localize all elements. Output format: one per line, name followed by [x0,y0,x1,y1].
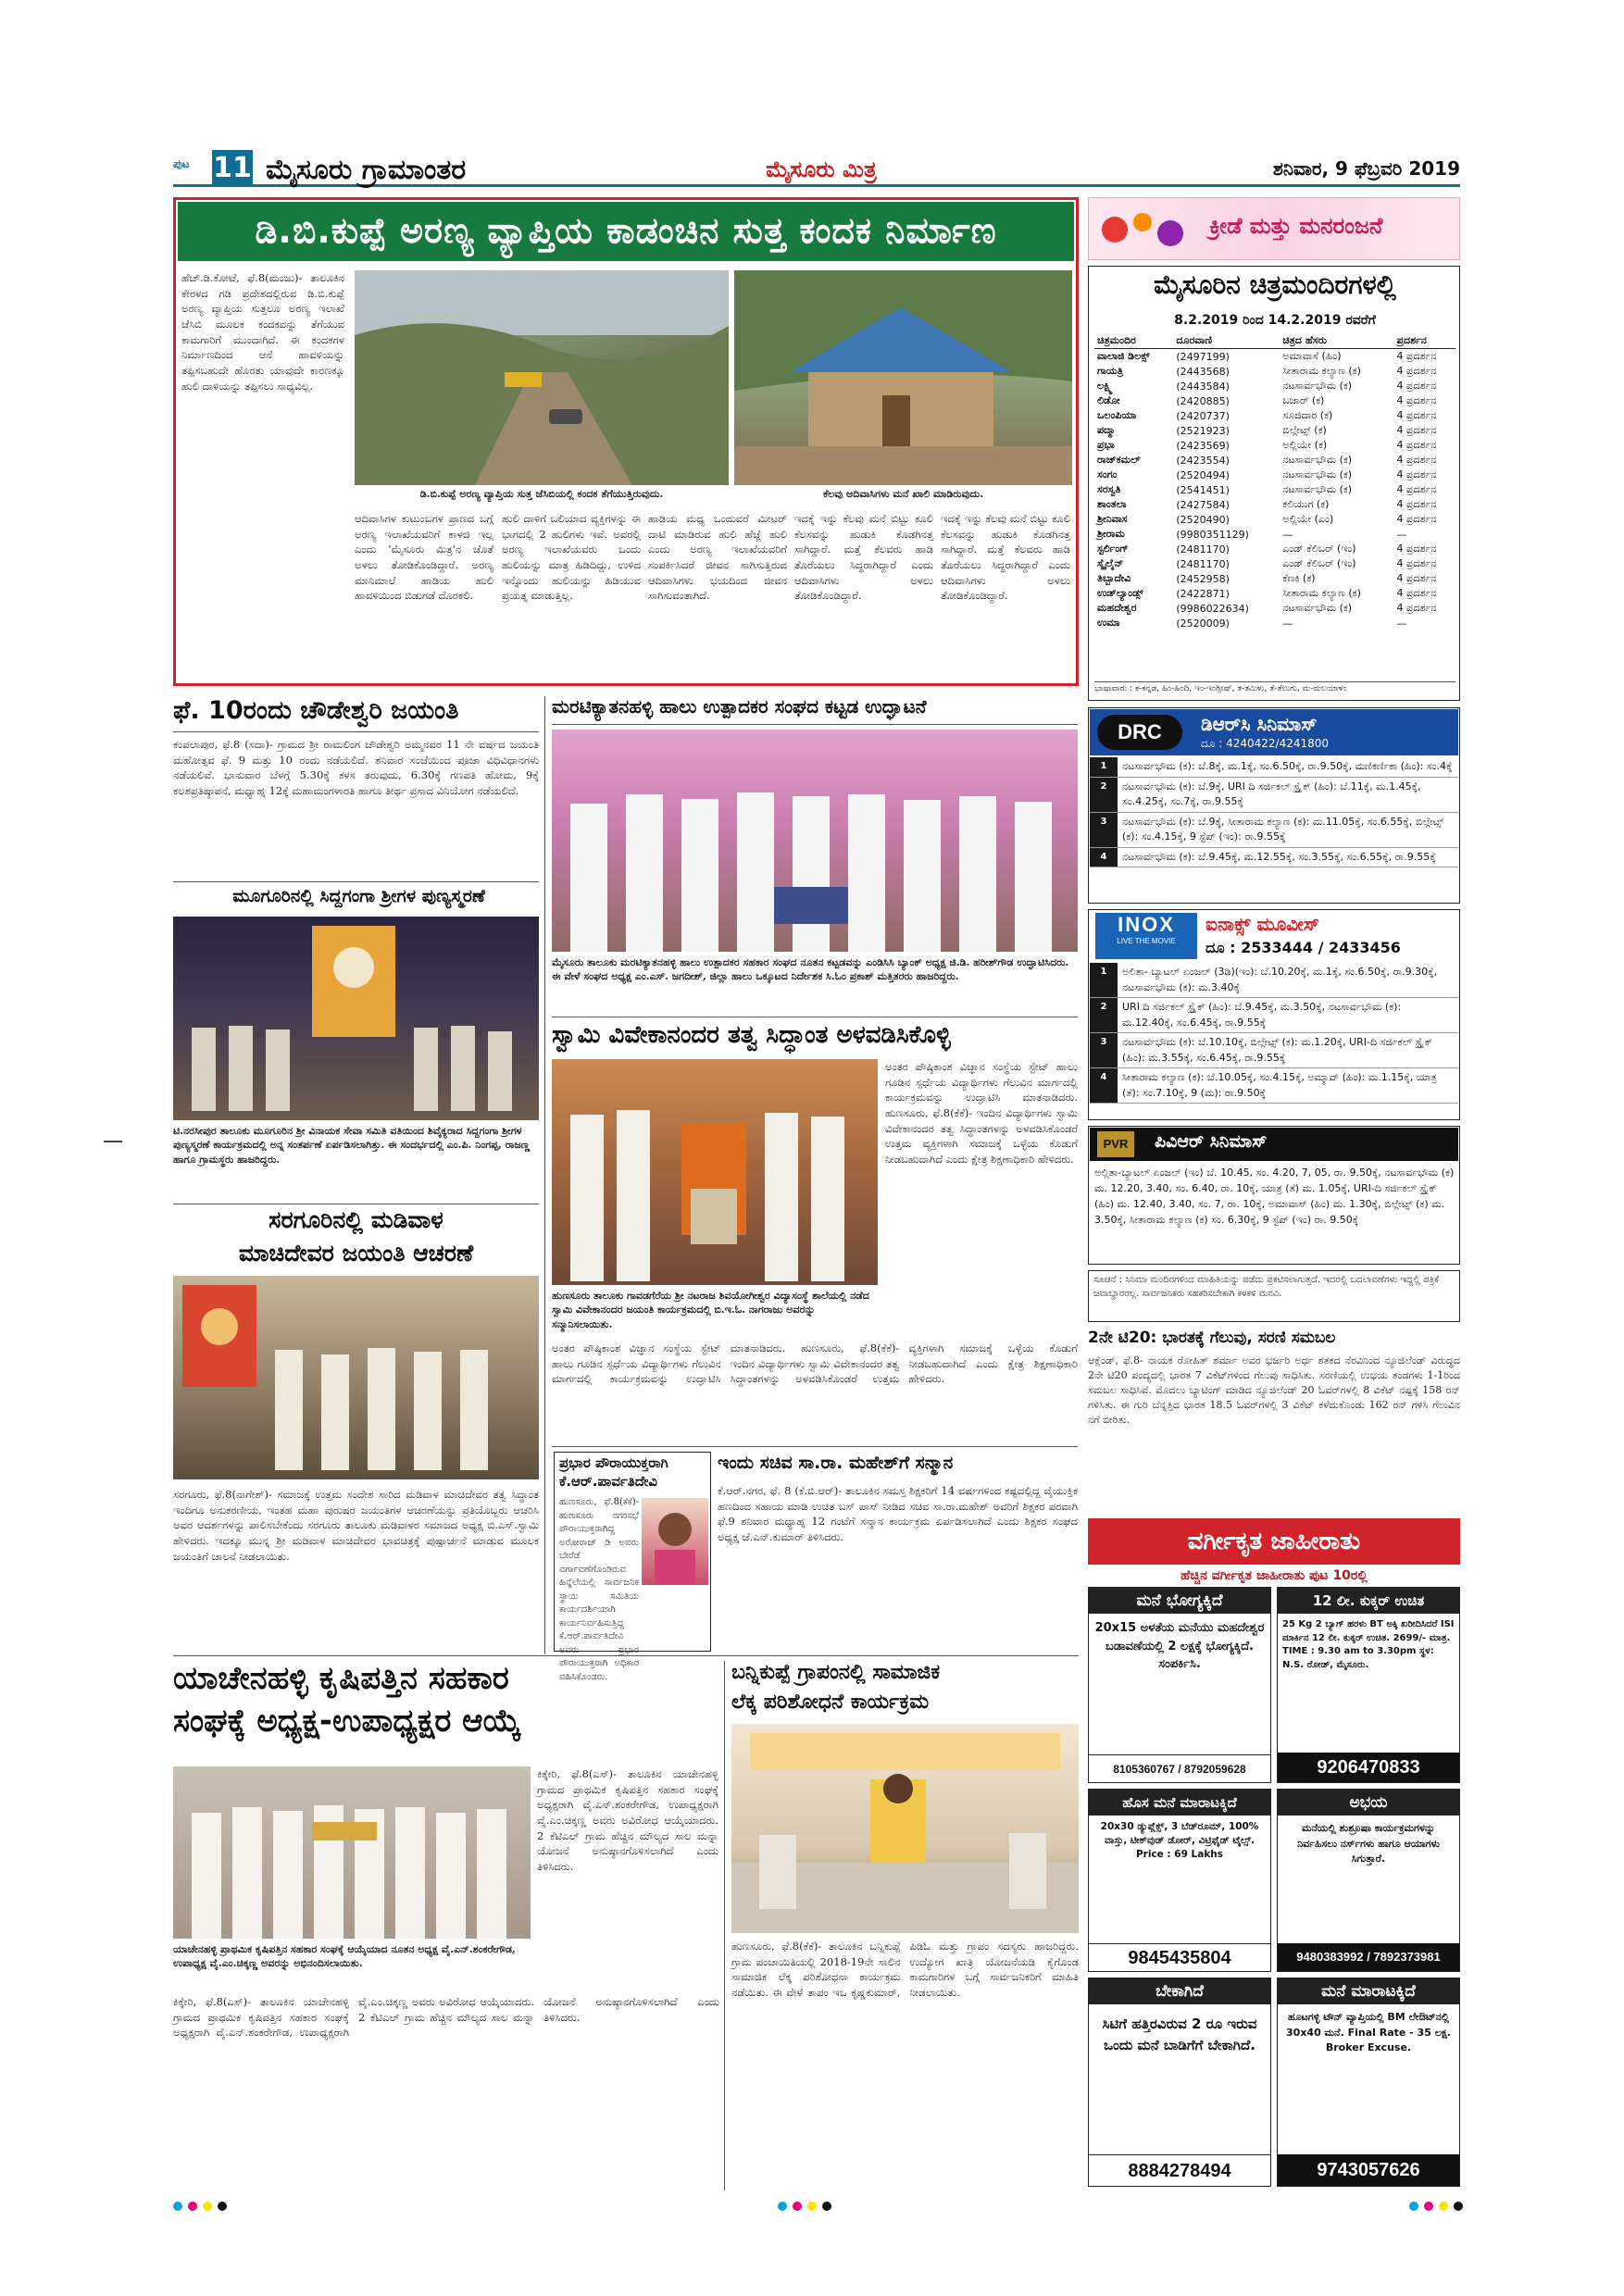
cinema-film: ಎಂಡ್ ಕೆಲಿಬರ್ (ಇಂ) [1282,543,1356,555]
cinema-phone: (2481170) [1176,543,1230,555]
cinema-header-shows: ಪ್ರದರ್ಶನ [1396,334,1427,346]
screen-row [1090,1068,1458,1104]
cinema-phone: (2541451) [1176,483,1230,496]
divider [724,1661,725,2190]
madivala-body: ಸರಗೂರು, ಫೆ.8(ನಾಗೇಶ್)- ಸಮಾಜಕ್ಕೆ ಉತ್ತಮ ಸಂದೇಶ ಸಾರಿದ ಮಡಿವಾಳ ಮಾಚಿದೇವರ ತತ್ವ ಸಿದ್ಧಾಂತ ಇಂದಿಗೂ ಅನುಕರಣೀಯ, ಇಂತಹ ಮಹಾ ಪುರುಷರ ಜಯಂತಿಗಳ ಆಚರಣೆಯನ್ನು ಪ್ರತಿಯೊಬ್ಬರು ಆಚರಿಸಿ ಅವರ ಆದರ್ಶಗಳನ್ನು ಪಾಲಿಸಬೇಕೆಂದು ಸರಗೂರು ತಾಲೂಕು ಮಡಿವಾಳರ ಸಮಾಜದ ಅಧ್ಯಕ್ಷ ಬಿ.ಎಸ್.ಸ್ವಾಮಿ ಹೇಳಿದರು. ಇದಕ್ಕೂ ಮುನ್ನ ಶ್ರೀ ಮಡಿವಾಳ ಮಾಚಿದೇವರ ಭಾವಚಿತ್ರಕ್ಕೆ ಪುಷ್ಪಾರ್ಚನೆ ಮಾಡುವ ಮೂಲಕ ಜಯಂತಿಗೆ ಚಾಲನೆ ನೀಡಲಾಯಿತು. [173,1488,539,1563]
cinema-name: ಪ್ರಭಾ [1097,439,1115,451]
screen-number: 3 [1090,1033,1118,1067]
cinema-dates: 8.2.2019 ರಿಂದ 14.2.2019 ರವರೆಗೆ [1174,313,1376,328]
cinema-phone: (9980351129) [1176,528,1249,541]
screen-number: 4 [1090,1068,1118,1103]
jcb-scene-graphic [355,270,729,485]
cinema-phone: (2443568) [1176,365,1230,378]
page-label: ಪುಟ [173,157,190,170]
cinema-shows: 4 ಪ್ರದರ್ಶನ [1396,439,1437,451]
cinema-shows: 4 ಪ್ರದರ್ಶನ [1396,468,1437,480]
sports-banner [1088,197,1460,260]
drc-logo: DRC [1097,715,1182,750]
cinema-phone: (2443584) [1176,380,1230,393]
cinema-header-film: ಚಿತ್ರದ ಹೆಸರು [1282,334,1328,346]
black-dot [1454,2202,1463,2211]
section-title: ಮೈಸೂರು ಗ್ರಾಮಾಂತರ [266,154,467,186]
inox-logo [1095,913,1197,959]
cinema-shows: 4 ಪ್ರದರ್ಶನ [1396,483,1437,495]
cinema-shows: 4 ಪ್ರದರ್ಶನ [1396,572,1437,584]
vivekananda-caption: ಹುಣಸೂರು ತಾಲೂಕು ಗಾವಡಗೆರೆಯ ಶ್ರೀ ನಟರಾಜ ಶಿವಯೋಗೀಶ್ವರ ವಿದ್ಯಾಸಂಸ್ಥೆ ಶಾಲೆಯಲ್ಲಿ ನಡೆದ ಸ್ವಾಮಿ ವಿವೇಕಾನಂದರ ಜಯಂತಿ ಕಾರ್ಯಕ್ರಮದಲ್ಲಿ ಬಿ.ಇ.ಓ. ನಾಗರಾಜು ಅವರನ್ನು ಸನ್ಮಾನಿಸಲಾಯಿತು. [552,1290,869,1330]
screen-number: 1 [1090,757,1118,777]
inox-phone: ದೂ : 2533444 / 2433456 [1206,939,1401,956]
cyan-dot [778,2202,787,2211]
parvathi-photo [642,1498,708,1585]
ad-cooker-head: 12 ಲೀ. ಕುಕ್ಕರ್ ಉಚಿತ [1278,1588,1459,1614]
parvathi-headline-2: ಕೆ.ಆರ್.ಪಾರ್ವತಿದೇವಿ [559,1473,657,1490]
bannikuppe-body: ಹುಣಸೂರು, ಫೆ.8(ಕೆಕೆ)- ತಾಲೂಕಿನ ಬನ್ನಿಕುಪ್ಪೆ ಗ್ರಾಮ ಪಂಚಾಯಿತಿಯಲ್ಲಿ 2018-19ನೇ ಸಾಲಿನ ಸಾಮಾಜಿಕ ಲೆಕ್ಕ ಪರಿಶೋಧನಾ ಕಾರ್ಯಕ್ರಮ ನಡೆಯಿತು. ಈ ವೇಳೆ ತಾಪಂ ಇಒ ಕೃಷ್ಣಕುಮಾರ್, ಪಿಡಿಓ ಮತ್ತು ಗ್ರಾಪಂ ಸದಸ್ಯರು ಹಾಜರಿದ್ದರು. ಉದ್ಯೋಗ ಖಾತ್ರಿ ಯೋಜನೆಯಡಿ ಕೈಗೊಂಡ ಕಾಮಗಾರಿಗಳ ಬಗ್ಗೆ ಸಾರ್ವಜನಿಕರಿಗೆ ಮಾಹಿತಿ ನೀಡಲಾಯಿತು. [731,1940,1079,2000]
lead-caption-1: ಡಿ.ಬಿ.ಕುಪ್ಪೆ ಅರಣ್ಯ ವ್ಯಾಪ್ತಿಯ ಸುತ್ತ ಜೆಸಿಬಿಯಲ್ಲಿ ಕಂದಕ ತೆಗೆಯುತ್ತಿರುವುದು. [419,488,664,500]
cinema-phone: (2520009) [1176,617,1230,630]
milk-caption: ಮೈಸೂರು ತಾಲೂಕು ಮರಟಿಕ್ಯಾತನಹಳ್ಳಿ ಹಾಲು ಉತ್ಪಾದಕರ ಸಹಕಾರ ಸಂಘದ ನೂತನ ಕಟ್ಟಡವನ್ನು ಎಂಡಿಸಿಸಿ ಬ್ಯಾಂಕ್ ಅಧ್ಯಕ್ಷ ಜಿ.ಡಿ. ಹರೀಶ್‌ಗೌಡ ಉದ್ಘಾಟಿಸಿದರು. ಈ ವೇಳೆ ಸಂಘದ ಅಧ್ಯಕ್ಷ ಎಂ.ಎಸ್. ಜಗದೀಶ್, ಜಿಲ್ಲಾ ಹಾಲು ಒಕ್ಕೂಟದ ನಿರ್ದೇಶಕ ಸಿ.ಓಂ ಪ್ರಕಾಶ್ ಮತ್ತಿತರರು ಹಾಜರಿದ್ದರು. [552,956,1069,983]
screen-listing: ನಟಸಾರ್ವಭೌಮ (ಕ): ಬೆ.10.10ಕ್ಕೆ, ಬಿಲ್ಗೇಟ್ಸ್ (ಕ): ಮ.1.20ಕ್ಕೆ, URI-ದಿ ಸರ್ಜಿಕಲ್ ಸ್ಟ್ರೈಕ್ (ಹಿಂ): ಮ.3.55ಕ್ಕೆ, ಸಂ.6.45ಕ್ಕೆ, ರಾ.9.55ಕ್ಕೆ [1122,1036,1433,1064]
ad-cooker-phone: 9206470833 [1278,1753,1459,1782]
ad-wanted-head: ಬೇಕಾಗಿದೆ [1089,1978,1270,2004]
cinema-phone: (2520494) [1176,468,1230,481]
ad-house-sale-body: ಹೂಟಗಳ್ಳಿ ಟೌನ್ ವ್ಯಾಪ್ತಿಯಲ್ಲಿ BM ಲೇಔಟ್‌ನಲ್ಲಿ 30x40 ಮನೆ. Final Rate - 35 ಲಕ್ಷ. Broker Excuse. [1286,2011,1451,2053]
bannikuppe-headline-2: ಲೆಕ್ಕ ಪರಿಶೋಧನೆ ಕಾರ್ಯಕ್ರಮ [731,1691,930,1714]
ad-abhaya-phone: 9480383992 / 7892373981 [1278,1943,1459,1971]
cinema-film: ಅಮಾವಾಸೆ (ಹಿಂ) [1282,350,1342,362]
cinema-shows: 4 ಪ್ರದರ್ಶನ [1396,557,1437,569]
yachenahalli-caption: ಯಾಚೇನಹಳ್ಳಿ ಪ್ರಾಥಮಿಕ ಕೃಷಿಪತ್ತಿನ ಸಹಕಾರ ಸಂಘಕ್ಕೆ ಆಯ್ಕೆಯಾದ ನೂತನ ಅಧ್ಯಕ್ಷ ವೈ.ಎನ್.ಶಂಕರೇಗೌಡ, ಉಪಾಧ್ಯಕ್ಷ ವೈ.ಎಂ.ಚಿಕ್ಕಣ್ಣ ಅವರನ್ನು ಅಭಿನಂದಿಸಲಾಯಿತು. [173,1943,516,1970]
cinema-film: ಎಂಡ್ ಕೆಲಿಬರ್ (ಇಂ) [1282,557,1356,569]
parvathi-body: ಹುಣಸೂರು, ಫೆ.8(ಕೆಕೆ)- ಹುಣಸೂರು ನಗರಸಭೆ ಪೌರಾಯುಕ್ತರಾಗಿದ್ದ ಅರೋರಾಜ್ ಡಿ ಅವರು ಬೇರೆಡೆ ವರ್ಗಾವಣೆಗೊಂಡಿರುವ ಹಿನ್ನೆಲೆಯಲ್ಲಿ ಸಾರ್ವಜನಿಕ ಸ್ಥಾಯಿ ಸಮಿತಿಯ ಕಾರ್ಯದರ್ಶಿಯಾಗಿ ಕಾರ್ಯನಿರ್ವಹಿಸುತ್ತಿದ್ದ ಕೆ.ಆರ್.ಪಾರ್ವತಿದೇವಿ ಅವರು ಪ್ರಭಾರ ಪೌರಾಯುಕ್ತರಾಗಿ ಅಧಿಕಾರ ವಹಿಸಿಕೊಂಡರು. [559,1497,639,1682]
cinema-film: ನಟಸಾರ್ವಭೌಮ (ಕ) [1282,468,1353,480]
cinema-phone: (2420737) [1176,409,1230,422]
screen-row [1090,757,1458,778]
ad-new-house [1088,1789,1271,1972]
cinema-name: ಗಾಯತ್ರಿ [1097,365,1123,377]
screen-row [1090,778,1458,813]
bannikuppe-photo [731,1724,1079,1933]
ad-new-house-body: 20x30 ಡ್ಯುಪ್ಲೆಕ್ಸ್, 3 ಬೆಡ್‌ರೂಮ್, 100% ವಾಸ್ತು, ಟೀಕ್‌ವುಡ್ ಡೋರ್, ವಿಟ್ರಿಫೈಡ್ ಟೈಲ್ಸ್. Price : 69 Lakhs [1100,1821,1259,1861]
cinema-name: ಪದ್ಮಾ [1097,424,1116,436]
cinema-shows: 4 ಪ್ರದರ್ಶನ [1396,602,1437,614]
cinema-film: ಕಲಿಯುಗ (ಕ) [1282,498,1330,510]
magenta-dot [188,2202,197,2211]
screen-row [1090,1033,1458,1068]
ad-house-sale-phone: 9743057626 [1278,2154,1459,2186]
cinema-film: ಸೀತಾರಾಮ ಕಲ್ಯಾಣ (ಕ) [1282,587,1361,599]
cinema-phone: (2422871) [1176,587,1230,600]
inox-tagline: LIVE THE MOVIE [1117,937,1176,945]
screen-listing: ಸೀತಾರಾಮ ಕಲ್ಯಾಣ (ಕ): ಬೆ.10.05ಕ್ಕೆ, ಸಂ.4.15ಕ್ಕೆ, ಅಮ್ಮಾವ್ (ಹಿಂ): ಮ.1.15ಕ್ಕೆ, ಯಾತ್ರ (ತೆ): ಸಂ.7.10ಕ್ಕೆ, 9 (ಮ): ರಾ.9.50ಕ್ಕೆ [1122,1071,1437,1099]
cinema-row [1094,438,1455,453]
cinema-header-theatre: ಚಿತ್ರಮಂದಿರ [1097,334,1136,346]
ad-house-lease [1088,1587,1271,1783]
cinema-film: ಸೀತಾರಾಮ ಕಲ್ಯಾಣ (ಕ) [1282,365,1361,377]
mahesh-headline: ಇಂದು ಸಚಿವ ಸಾ.ರಾ. ಮಹೇಶ್‌ಗೆ ಸನ್ಮಾನ [718,1453,954,1473]
cinema-row [1094,364,1455,379]
portrait-graphic [642,1498,708,1585]
madivala-headline-2: ಮಾಚಿದೇವರ ಜಯಂತಿ ಆಚರಣೆ [238,1240,474,1267]
cinema-name: ಶಾಂತಲಾ [1097,498,1127,510]
issue-date: ಶನಿವಾರ, 9 ಫೆಬ್ರವರಿ 2019 [1272,157,1460,180]
page-number: 11 [213,151,252,184]
inox-logo-text: INOX [1118,913,1175,936]
divider [173,731,539,732]
screen-listing: ನಟಸಾರ್ವಭೌಮ (ಕ): ಬೆ.8ಕ್ಕೆ, ಮ.1ಕ್ಕೆ, ಸಂ.6.50ಕ್ಕೆ, ರಾ.9.50ಕ್ಕೆ, ಮಣಿಕರ್ಣಿಕಾ (ಹಿಂ): ಸಂ.4ಕ್ಕೆ [1122,760,1453,772]
cinema-row [1094,468,1455,482]
screen-number: 2 [1090,998,1118,1032]
lead-col-3: ಹುಲಿ ದಾಳಿಗೆ ಬಲಿಯಾದ ವ್ಯಕ್ತಿಗಳನ್ನು ಈ ಭಾಗದಲ್ಲಿ 2 ಹುಲಿಗಳು ಇವೆ. ಅವರಲ್ಲಿ ಅರಣ್ಯ ಇಲಾಖೆಯವರು ಒಂದು ಹುಲಿಯನ್ನು ಮಾತ್ರ ಹಿಡಿದಿದ್ದು, ಉಳಿದ ಇನ್ನೊಂದು ಹುಲಿಯನ್ನು ಹಿಡಿಯುವ ಪ್ರಯತ್ನ ಮಾಡುತ್ತಿಲ್ಲ. [502,512,641,603]
cinema-film: ಕೆಣಕಿ (ಕ) [1282,572,1316,584]
cinema-row [1094,423,1455,438]
screen-number: 3 [1090,813,1118,847]
cinema-language-note: ಭಾಷಾವಾರು : ಕ-ಕನ್ನಡ, ಹಿಂ-ಹಿಂದಿ, ಇಂ-ಇಂಗ್ಲೀಷ್, ತ-ತಮಿಳು, ತೆ-ತೆಲುಗು, ಮ-ಮಲಯಾಳಂ [1094,681,1455,693]
cinema-shows: 4 ಪ್ರದರ್ಶನ [1396,454,1437,466]
cinema-row [1094,379,1455,393]
screen-row [1090,813,1458,848]
cricket-headline: 2ನೇ ಟಿ20: ಭಾರತಕ್ಕೆ ಗೆಲುವು, ಸರಣಿ ಸಮಬಲ [1088,1329,1336,1347]
ceremony-graphic [173,1276,539,1479]
bannikuppe-headline-1: ಬನ್ನಿಕುಪ್ಪೆ ಗ್ರಾಪಂನಲ್ಲಿ ಸಾಮಾಜಿಕ [731,1661,941,1684]
cinema-row [1094,616,1455,630]
cinema-shows: — [1396,528,1407,541]
cinema-phone: (2481170) [1176,557,1230,570]
cinema-shows: 4 ಪ್ರದರ್ಶನ [1396,394,1437,406]
divider [173,1655,1079,1656]
yachenahalli-body-1: ಕಿಕ್ಕೇರಿ, ಫೆ.8(ಎಸ್)- ತಾಲೂಕಿನ ಯಾಚೇನಹಳ್ಳಿ ಗ್ರಾಮದ ಪ್ರಾಥಮಿಕ ಕೃಷಿಪತ್ತಿನ ಸಹಕಾರ ಸಂಘಕ್ಕೆ ಅಧ್ಯಕ್ಷರಾಗಿ ವೈ.ಎನ್.ಶಂಕರೇಗೌಡ, ಉಪಾಧ್ಯಕ್ಷರಾಗಿ ವೈ.ಎಂ.ಚಿಕ್ಕಣ್ಣ ಅವರು ಅವಿರೋಧ ಆಯ್ಕೆಯಾದರು. 2 ಕೆಟಿಎಲ್ ಗ್ರಾಮ ಹೆಚ್ಚಿನ ಮೌಲ್ಯದ ಸಾಲ ಮನ್ನಾ ಯೋಜನೆ ಅನುಷ್ಠಾನಗೊಳಿಸಲಾಗಿದೆ ಎಂದು ತಿಳಿಸಿದರು. [537,1767,718,1874]
cinema-film: ನಟಸಾರ್ವಭೌಮ (ಕ) [1282,380,1353,392]
cinema-name: ಲಕ್ಷ್ಮಿ [1097,380,1113,392]
lead-intro: ಹೆಚ್.ಡಿ.ಕೋಟೆ, ಫೆ.8(ಮಂಜು)- ತಾಲೂಕಿನ ಕೇರಳದ ಗಡಿ ಪ್ರದೇಶದಲ್ಲಿರುವ ಡಿ.ಬಿ.ಕುಪ್ಪೆ ಅರಣ್ಯ ವ್ಯಾಪ್ತಿಯ ಸುತ್ತಲೂ ಅರಣ್ಯ ಇಲಾಖೆ ಜೆಸಿಬಿ ಮೂಲಕ ಕಂದಕವನ್ನು ತೆಗೆಯುವ ಕಾಮಗಾರಿಗೆ ಮುಂದಾಗಿದೆ. ಈ ಕಂದಕಗಳ ನಿರ್ಮಾಣದಿಂದ ಆನೆ ಹಾವಳಿಯನ್ನು ತಪ್ಪಿಸಬಹುದೇ ಹೊರತು ಯಾವುದೇ ಕಾರಣಕ್ಕೂ ಹುಲಿ ದಾಳಿಯನ್ನು ತಪ್ಪಿಸಲು ಸಾಧ್ಯವಿಲ್ಲ. [181,271,344,393]
cinema-film: — [1282,528,1293,541]
cinema-row [1094,527,1455,542]
cinema-film: ನಟಸಾರ್ವಭೌಮ (ಕ) [1282,602,1353,614]
vivekananda-photo [552,1059,878,1285]
yachenahalli-photo [173,1766,531,1939]
ad-abhaya-body: ಮನೆಯಲ್ಲಿ ಶುಶ್ರೂಷಾ ಕಾರ್ಯಕ್ರಮಗಳನ್ನು ನಿರ್ವಹಿಸಲು ನರ್ಸ್‌ಗಳು ಹಾಗೂ ಆಯಾಗಳು ಸಿಗುತ್ತಾರೆ. [1297,1822,1440,1865]
ad-wanted-body: ಸಿಟಿಗೆ ಹತ್ತಿರವಿರುವ 2 ರೂ ಇರುವ ಒಂದು ಮನೆ ಬಾಡಿಗೆಗೆ ಬೇಕಾಗಿದೆ. [1102,2015,1257,2054]
ad-wanted [1088,1978,1271,2187]
cinema-row [1094,482,1455,497]
inauguration-graphic [552,730,1078,952]
magenta-dot [1424,2202,1433,2211]
lead-photo-hut [734,270,1072,485]
ad-new-house-phone: 9845435804 [1089,1943,1270,1971]
cinema-row [1094,571,1455,586]
yellow-dot [1439,2202,1448,2211]
screen-number: 2 [1090,778,1118,812]
screen-listing: ನಟಸಾರ್ವಭೌಮ (ಕ): ಬೆ.9ಕ್ಕೆ, URI ದಿ ಸರ್ಜಿಕಲ್ ಸ್ಟ್ರೈಕ್ (ಹಿಂ): ಬೆ.11ಕ್ಕೆ, ಮ.1.45ಕ್ಕೆ, ಸಂ.4.25ಕ್ಕೆ, ಸಂ.7ಕ್ಕೆ, ರಾ.9.55ಕ್ಕೆ [1122,780,1421,807]
cinema-film: — [1282,617,1293,630]
cinema-name: ಶ್ರೀನಿವಾಸ [1097,513,1128,525]
screen-row [1090,963,1458,998]
margin-dash [104,1141,122,1142]
ad-wanted-phone: 8884278494 [1089,2154,1270,2186]
lead-headline: ಡಿ.ಬಿ.ಕುಪ್ಪೆ ಅರಣ್ಯ ವ್ಯಾಪ್ತಿಯ ಕಾಡಂಚಿನ ಸುತ್ತ ಕಂದಕ ನಿರ್ಮಾಣ [178,202,1074,261]
lead-col-6: ಇದಕ್ಕೆ ಇನ್ನು ಕೆಲವು ಮನೆ ಬಿಟ್ಟು ಕೂಲಿ ಕೆಲಸವನ್ನು ಹುಡುಕಿ ಕೊಡಗಿನತ್ತ ಸಾಗಿದ್ದಾರೆ. ಮತ್ತೆ ಕೆಲವರು ಹಾಡಿ ತೊರೆಯಲು ಸಿದ್ಧರಾಗಿದ್ದಾರೆ ಎಂದು ಆದಿವಾಸಿಗಳು ಅಳಲು ತೋಡಿಕೊಂಡಿದ್ದಾರೆ. [941,512,1070,603]
pvr-header [1090,1128,1458,1161]
cinema-film: ನಟಸಾರ್ವಭೌಮ (ಕ) [1282,483,1353,495]
madivala-photo [173,1276,539,1479]
cinema-row [1094,512,1455,527]
lead-col-4: ಹಾಡಿಯ ಮಧ್ಯ ಒಂದುವರೆ ಮೀಟರ್ ದಾಟಿ ಮಾಡಿರುವ ಹುಲಿ ಹೆಜ್ಜೆ ಹುಲಿ ಎಂದು ಅರಣ್ಯ ಇಲಾಖೆಯವರಿಗೆ ಸಂಪರ್ಕಿಸಿದರೆ ಜೀವನ ಸಾಗಿಸುತ್ತಿರುವ ಆದಿವಾಸಿಗಳು ಭಯದಿಂದ ಜೀವನ ಸಾಗಿಸುವಂತಾಗಿದೆ. [648,512,787,603]
screen-listing: ನಟಸಾರ್ವಭೌಮ (ಕ): ಬೆ.9.45ಕ್ಕೆ, ಮ.12.55ಕ್ಕೆ, ಸಂ.3.55ಕ್ಕೆ, ಸಂ.6.55ಕ್ಕೆ, ರಾ.9.55ಕ್ಕೆ [1122,850,1436,863]
cinema-name: ಸ್ಟರ್ಲಿಂಗ್ [1097,543,1129,555]
cinema-name: ತಿಬ್ಬಾದೇವಿ [1097,572,1131,584]
lead-col-5: ಇದಕ್ಕೆ ಇನ್ನು ಕೆಲವು ಮನೆ ಬಿಟ್ಟು ಕೂಲಿ ಕೆಲಸವನ್ನು ಹುಡುಕಿ ಕೊಡಗಿನತ್ತ ಸಾಗಿದ್ದಾರೆ. ಮತ್ತೆ ಕೆಲವರು ಹಾಡಿ ತೊರೆಯಲು ಸಿದ್ಧರಾಗಿದ್ದಾರೆ ಎಂದು ಆದಿವಾಸಿಗಳು ಅಳಲು ತೋಡಿಕೊಂಡಿದ್ದಾರೆ. [794,512,933,603]
registration-marks-left [173,2202,227,2211]
cinema-shows: 4 ಪ್ರದರ್ಶನ [1396,365,1437,377]
sports-icon [1096,202,1198,257]
cyan-dot [173,2202,182,2211]
yachenahalli-body-2: ಕಿಕ್ಕೇರಿ, ಫೆ.8(ಎಸ್)- ತಾಲೂಕಿನ ಯಾಚೇನಹಳ್ಳಿ ಗ್ರಾಮದ ಪ್ರಾಥಮಿಕ ಕೃಷಿಪತ್ತಿನ ಸಹಕಾರ ಸಂಘಕ್ಕೆ ಅಧ್ಯಕ್ಷರಾಗಿ ವೈ.ಎನ್.ಶಂಕರೇಗೌಡ, ಉಪಾಧ್ಯಕ್ಷರಾಗಿ ವೈ.ಎಂ.ಚಿಕ್ಕಣ್ಣ ಅವರು ಅವಿರೋಧ ಆಯ್ಕೆಯಾದರು. 2 ಕೆಟಿಎಲ್ ಗ್ರಾಮ ಹೆಚ್ಚಿನ ಮೌಲ್ಯದ ಸಾಲ ಮನ್ನಾ ಯೋಜನೆ ಅನುಷ್ಠಾನಗೊಳಿಸಲಾಗಿದೆ ಎಂದು ತಿಳಿಸಿದರು. [173,1995,719,2040]
milk-photo [552,730,1078,952]
yellow-dot [203,2202,212,2211]
ad-abhaya-head: ಅಭಯ [1278,1790,1459,1816]
cinema-shows: 4 ಪ್ರದರ್ಶನ [1396,424,1437,436]
cinema-name: ವಾಲಾಜಿ ಡಿಲಕ್ಸ್ [1097,350,1150,362]
chowdeshwari-headline: ಫೆ. 10ರಂದು ಚೌಡೇಶ್ವರಿ ಜಯಂತಿ [173,696,459,725]
cinema-table [1094,333,1455,630]
pvr-listing: ಅಲ್ಲಿತಾ-ಬ್ಯಾಟಲ್ ಏಂಜಲ್ (ಇಂ) ಬೆ. 10.45, ಸಂ. 4.20, 7, 05, ರಾ. 9.50ಕ್ಕೆ, ನಟಸಾರ್ವಭೌಮ (ಕ) ಮ. 12.20, 3.40, ಸಂ. 6.40, ರಾ. 10ಕ್ಕೆ, ಯಾತ್ರ (ತೆ) ಮ. 1.05ಕ್ಕೆ, URI-ದಿ ಸರ್ಜಿಕಲ್ ಸ್ಟ್ರೈಕ್ (ಹಿಂ) ಮ. 12.40, 3.40, ಸಂ. 7, ರಾ. 10ಕ್ಕೆ, ಅಮಾವಾಸ್ (ಹಿಂ) ಮ. 1.30ಕ್ಕೆ, ಬಿಲ್ಗೇಟ್ಸ್ (ಕ) ಮ. 3.50ಕ್ಕೆ, ಸೀತಾರಾಮ ಕಲ್ಯಾಣ (ಕ) ಸಂ. 6.30ಕ್ಕೆ, 9 ಸ್ಟೆಪ್ (ಇಂ) ರಾ. 9.50ಕ್ಕೆ [1094,1167,1455,1227]
cinema-shows: 4 ಪ್ರದರ್ಶನ [1396,380,1437,392]
cinema-row [1094,408,1455,423]
milk-headline: ಮರಟಿಕ್ಯಾತನಹಳ್ಳಿ ಹಾಲು ಉತ್ಪಾದಕರ ಸಂಘದ ಕಟ್ಟಡ ಉದ್ಘಾಟನೆ [552,695,927,718]
lead-photo-jcb [355,270,729,485]
cinema-header-phone: ದೂರವಾಣಿ [1176,334,1213,346]
ad-house-lease-body: 20x15 ಅಳತೆಯ ಮನೆಯು ಮಹದೇಶ್ವರ ಬಡಾವಣೆಯಲ್ಲಿ 2 ಲಕ್ಷಕ್ಕೆ ಭೋಗ್ಯಕ್ಕಿದೆ. ಸಂಪರ್ಕಿಸಿ. [1094,1621,1265,1671]
cinema-row [1094,453,1455,468]
cinema-name: ಸ್ಕೈಲೈನ್ [1097,557,1124,569]
cinema-name: ಶ್ರೀರಾಮ [1097,528,1125,540]
cinema-phone: (2423569) [1176,439,1230,452]
cinema-row [1094,586,1455,601]
ad-house-lease-head: ಮನೆ ಭೋಗ್ಯಕ್ಕಿದೆ [1089,1588,1270,1614]
cinema-phone: (2452958) [1176,572,1230,585]
siddaganga-caption: ಟಿ.ನರಸೀಪುರ ತಾಲೂಕು ಮೂಗೂರಿನ ಶ್ರೀ ವಿನಾಯಕ ಸೇವಾ ಸಮಿತಿ ವತಿಯಿಂದ ಶಿವೈಕ್ಯರಾದ ಸಿದ್ದಗಂಗಾ ಶ್ರೀಗಳ ಪುಣ್ಯಸ್ಮರಣೆ ಕಾರ್ಯಕ್ರಮದಲ್ಲಿ ಅನ್ನ ಸಂತರ್ಪಣೆ ಏರ್ಪಡಿಸಲಾಗಿತ್ತು. ಈ ಸಂದರ್ಭದಲ್ಲಿ ಎಂ.ಪಿ. ನಿಂಗಪ್ಪ, ರಾಜಣ್ಣ ಹಾಗೂ ಗ್ರಾಮಸ್ಥರು ಹಾಜರಿದ್ದರು. [173,1125,531,1166]
cinema-name: ಲಿಡೋ [1097,394,1120,406]
cinema-shows: 4 ಪ್ರದರ್ಶನ [1396,498,1437,510]
ad-new-house-head: ಹೊಸ ಮನೆ ಮಾರಾಟಕ್ಕಿದೆ [1089,1790,1270,1816]
lead-caption-2: ಕೆಲವು ಆದಿವಾಸಿಗಳು ಮನೆ ಖಾಲಿ ಮಾಡಿರುವುದು. [823,488,983,500]
cinema-shows: 4 ಪ್ರದರ್ಶನ [1396,409,1437,421]
ad-cooker-body: 25 Kg 2 ಬ್ಯಾಗ್ ಹರಳು BT ಅಕ್ಕಿ ಖರೀದಿಸಿದರೆ ISI ಮಾರ್ಕಿನ 12 ಲೀ. ಕುಕ್ಕರ್ ಉಚಿತ. 2699/- ಮಾತ್ರ. TIME : 9.30 am to 3.30pm ಸ್ಥಳ: N.S. ರೋಡ್, ಮೈಸೂರು. [1282,1619,1455,1670]
screen-listing: URI ದಿ ಸರ್ಜಿಕಲ್ ಸ್ಟ್ರೈಕ್ (ಹಿಂ): ಬೆ.9.45ಕ್ಕೆ, ಮ.3.50ಕ್ಕೆ, ನಟಸಾರ್ವಭೌಮ (ಕ): ಮ.12.40ಕ್ಕೆ, ಸಂ.6.45ಕ್ಕೆ, ರಾ.9.55ಕ್ಕೆ [1122,1001,1402,1029]
madivala-headline-1: ಸರಗೂರಿನಲ್ಲಿ ಮಡಿವಾಳ [269,1206,443,1233]
cinema-row [1094,601,1455,616]
yellow-dot [807,2202,817,2211]
chowdeshwari-body: ಕಂಪಲಾಪುರ, ಫೆ.8 (ಸದಾ)- ಗ್ರಾಮದ ಶ್ರೀ ರಾಮಲಿಂಗ ಚೌಡೇಶ್ವರಿ ಅಮ್ಮನವರ 11 ನೇ ವರ್ಷದ ಜಯಂತಿ ಮಹೋತ್ಸವ ಫೆ. 9 ಮತ್ತು 10 ರಂದು ನಡೆಯಲಿದೆ. ಶನಿವಾರ ಸಂಜೆಯಿಂದ ಪೂಜಾ ವಿಧಿವಿಧಾನಗಳು ನಡೆಯಲಿವೆ. ಭಾನುವಾರ ಬೆಳಗ್ಗೆ 5.30ಕ್ಕೆ ಕಳಸ ತರುವುದು, 6.30ಕ್ಕೆ ಗಣಪತಿ ಹೋಮ, 9ಕ್ಕೆ ಕಲಶಪ್ರತಿಷ್ಠಾಪನೆ, ಮಧ್ಯಾಹ್ನ 12ಕ್ಕೆ ಮಹಾಮಂಗಳಾರತಿ ಹಾಗೂ ತೀರ್ಥ ಪ್ರಸಾದ ವಿನಿಯೋಗ ನಡೆಯಲಿದೆ. [173,738,539,798]
yachenahalli-headline-1: ಯಾಚೇನಹಳ್ಳಿ ಕೃಷಿಪತ್ತಿನ ಸಹಕಾರ [173,1660,509,1697]
ad-house-sale-head: ಮನೆ ಮಾರಾಟಕ್ಕಿದೆ [1278,1978,1459,2004]
cinema-phone: (2520490) [1176,513,1230,526]
cinema-film: ನಟಸಾರ್ವಭೌಮ (ಕ) [1282,454,1353,466]
drc-header [1090,709,1458,755]
cinema-name: ಸಂಗಂ [1097,468,1118,480]
cinema-shows: 4 ಪ್ರದರ್ಶನ [1396,513,1437,525]
ad-cooker [1277,1587,1460,1783]
cinema-shows: 4 ಪ್ರದರ್ಶನ [1396,543,1437,555]
ad-abhaya [1277,1789,1460,1972]
cinema-row [1094,542,1455,556]
cinema-name: ಮಹದೇಶ್ವರ [1097,602,1137,614]
divider [552,724,1078,725]
black-dot [822,2202,831,2211]
meeting-graphic [731,1724,1079,1933]
cinema-row [1094,556,1455,571]
cinema-phone: (9986022634) [1176,602,1249,615]
cinema-phone: (2420885) [1176,394,1230,407]
cinema-name: ಸರಸ್ವತಿ [1097,483,1121,495]
cinema-name: ರಾಜ್‌ಕಮಲ್ [1097,454,1141,466]
screen-row [1090,848,1458,868]
lead-col-2: ಆದಿವಾಸಿಗಳ ಕುಟುಂಬಗಳ ಪ್ರಾಣದ ಬಗ್ಗೆ ಅರಣ್ಯ ಇಲಾಖೆಯವರಿಗೆ ಕಾಳಜಿ ಇಲ್ಲ ಎಂದು 'ಮೈಸೂರು ಮಿತ್ರ'ನ ಜೊತೆ ಅಳಲು ತೋಡಿಕೊಂಡಿದ್ದಾರೆ. ಅರಣ್ಯ ಮಾನಿಮಾಲೆ ಹಾಡಿಯ ಹುಲಿ ಹಾವಳಿಯಿಂದ ಬಿಡುಗಡೆ ದೊರಕಲಿ. [355,512,493,603]
drc-screens [1090,757,1458,867]
group-photo-graphic [173,1766,531,1939]
ad-house-lease-phone: 8105360767 / 8792059628 [1089,1754,1270,1782]
screen-listing: ಅಲಿತಾ- ಬ್ಯಾಟಲ್ ಏಂಜಲ್ (3ಡಿ)(ಇಂ): ಬೆ.10.20ಕ್ಕೆ, ಮ.1ಕ್ಕೆ, ಸಂ.6.50ಕ್ಕೆ, ರಾ.9.30ಕ್ಕೆ, ನಟಸಾರ್ವಭೌಮ (ಕ): ಮ.3.40ಕ್ಕೆ [1122,966,1438,993]
classified-banner: ವರ್ಗೀಕೃತ ಜಾಹೀರಾತು [1088,1518,1460,1565]
cinema-film: ಅಲ್ಲಿಯೇ (ಕ) [1282,439,1328,451]
cinema-shows: 4 ಪ್ರದರ್ಶನ [1396,587,1437,599]
cinema-shows: 4 ಪ್ರದರ್ಶನ [1396,350,1437,362]
cinema-row [1094,393,1455,408]
cinema-phone: (2427584) [1176,498,1230,511]
pvr-logo: PVR [1097,1131,1134,1157]
classified-sub: ಹೆಚ್ಚಿನ ವರ್ಗೀಕೃತ ಜಾಹೀರಾತು ಪುಟ 10ರಲ್ಲಿ [1181,1568,1368,1583]
cyan-dot [1409,2202,1418,2211]
inox-title: ಐನಾಕ್ಸ್ ಮೂವೀಸ್ [1206,913,1320,935]
black-dot [218,2202,227,2211]
cinema-row [1094,349,1455,365]
screen-row [1090,998,1458,1033]
registration-marks-right [1409,2202,1463,2211]
cinema-phone: (2521923) [1176,424,1230,437]
siddaganga-photo [173,917,539,1120]
cricket-body: ಆಕ್ಲೆಂಡ್, ಫೆ.8- ನಾಯಕ ರೋಹಿತ್ ಶರ್ಮಾ ಅವರ ಭರ್ಜರಿ ಅರ್ಧ ಶತಕದ ನೆರವಿನಿಂದ ನ್ಯೂಜಿಲೆಂಡ್ ವಿರುದ್ಧದ 2ನೇ ಟಿ20 ಪಂದ್ಯದಲ್ಲಿ ಭಾರತ 7 ವಿಕೆಟ್‌ಗಳಿಂದ ಗೆಲುವು ಸಾಧಿಸಿತು. ಸರಣಿಯಲ್ಲಿ ಉಭಯ ತಂಡಗಳು 1-1ರಿಂದ ಸಮಬಲ ಸಾಧಿಸಿವೆ. ಮೊದಲು ಬ್ಯಾಟಿಂಗ್ ಮಾಡಿದ ನ್ಯೂಜಿಲೆಂಡ್ 20 ಓವರ್‌ಗಳಲ್ಲಿ 8 ವಿಕೆಟ್ ನಷ್ಟಕ್ಕೆ 158 ರನ್ ಗಳಿಸಿತು. ಈ ಗುರಿ ಬೆನ್ನತ್ತಿದ ಭಾರತ 18.5 ಓವರ್‌ಗಳಲ್ಲಿ 3 ವಿಕೆಟ್ ಕಳೆದುಕೊಂಡು 162 ರನ್ ಗಳಿಸಿ ಗೆಲುವಿನ ನಗೆ ಬೀರಿತು. [1088,1354,1460,1426]
cinema-film: ಸೂಜಿದಾರ (ಕ) [1282,409,1333,421]
magenta-dot [793,2202,802,2211]
cinema-name: ಉಮಾ [1097,617,1120,629]
cinema-row [1094,497,1455,512]
ad-house-sale [1277,1978,1460,2187]
cinema-title: ಮೈಸೂರಿನ ಚಿತ್ರಮಂದಿರಗಳಲ್ಲಿ [1154,269,1396,300]
hut-scene-graphic [734,270,1072,485]
yachenahalli-headline-2: ಸಂಘಕ್ಕೆ ಅಧ್ಯಕ್ಷ-ಉಪಾಧ್ಯಕ್ಷರ ಆಯ್ಕೆ [173,1703,521,1740]
vivekananda-body: ಅಂತರ ಪೌಷ್ಠಿಕಾಂಶ ವಿಜ್ಞಾನ ಸಂಸ್ಥೆಯ ಸ್ಟೇಟ್ ಹಾಲು ಗೂಡಿನ ಸ್ಪರ್ಧೆಯ ವಿದ್ಯಾರ್ಥಿಗಳು ಗೆಲುವಿನ ಮಾರ್ಗದಲ್ಲಿ ಕಾರ್ಯಕ್ರಮವನ್ನು ಉದ್ಘಾಟಿಸಿ ಮಾತನಾಡಿದರು. ಹುಣಸೂರು, ಫೆ.8(ಕೆಕೆ)- ಇಂದಿನ ವಿದ್ಯಾರ್ಥಿಗಳು ಸ್ವಾಮಿ ವಿವೇಕಾನಂದರ ತತ್ವ ಸಿದ್ಧಾಂತಗಳನ್ನು ಅಳವಡಿಸಿಕೊಂಡರೆ ಉತ್ತಮ ವ್ಯಕ್ತಿಗಳಾಗಿ ಸಮಾಜಕ್ಕೆ ಒಳ್ಳೆಯ ಕೊಡುಗೆ ನೀಡಬಹುದಾಗಿದೆ ಎಂದು ಕ್ಷೇತ್ರ ಶಿಕ್ಷಣಾಧಿಕಾರಿ ಹೇಳಿದರು. [885,1060,1078,1167]
pvr-title: ಪಿವಿಆರ್ ಸಿನಿಮಾಸ್ [1155,1131,1268,1152]
drc-phone: ದೂ : 4240422/4241800 [1201,737,1330,750]
cinema-shows: — [1396,617,1407,630]
registration-marks-center [778,2202,831,2211]
vivekananda-headline: ಸ್ವಾಮಿ ವಿವೇಕಾನಂದರ ತತ್ವ ಸಿದ್ಧಾಂತ ಅಳವಡಿಸಿಕೊಳ್ಳಿ [552,1021,951,1049]
drc-title: ಡಿಆರ್‌ಸಿ ಸಿನಿಮಾಸ್ [1201,713,1318,735]
vivekananda-body-2: ಅಂತರ ಪೌಷ್ಠಿಕಾಂಶ ವಿಜ್ಞಾನ ಸಂಸ್ಥೆಯ ಸ್ಟೇಟ್ ಹಾಲು ಗೂಡಿನ ಸ್ಪರ್ಧೆಯ ವಿದ್ಯಾರ್ಥಿಗಳು ಗೆಲುವಿನ ಮಾರ್ಗದಲ್ಲಿ ಕಾರ್ಯಕ್ರಮವನ್ನು ಉದ್ಘಾಟಿಸಿ ಮಾತನಾಡಿದರು. ಹುಣಸೂರು, ಫೆ.8(ಕೆಕೆ)- ಇಂದಿನ ವಿದ್ಯಾರ್ಥಿಗಳು ಸ್ವಾಮಿ ವಿವೇಕಾನಂದರ ತತ್ವ ಸಿದ್ಧಾಂತಗಳನ್ನು ಅಳವಡಿಸಿಕೊಂಡರೆ ಉತ್ತಮ ವ್ಯಕ್ತಿಗಳಾಗಿ ಸಮಾಜಕ್ಕೆ ಒಳ್ಳೆಯ ಕೊಡುಗೆ ನೀಡಬಹುದಾಗಿದೆ ಎಂದು ಕ್ಷೇತ್ರ ಶಿಕ್ಷಣಾಧಿಕಾರಿ ಹೇಳಿದರು. [552,1341,1078,1386]
inox-header [1090,911,1458,961]
mahesh-body: ಕೆ.ಆರ್.ನಗರ, ಫೆ. 8 (ಕೆ.ಬಿ.ಆರ್)- ತಾಲೂಕಿನ ಸಮಸ್ತ ಶಿಕ್ಷಕರಿಗೆ 14 ವರ್ಷಗಳಿಂದ ಕಷ್ಟದಲ್ಲಿದ್ದ ವೈಯುಕ್ತಿಕ ಹಣದಿಂದ ಸಹಾಯ ಮಾಡಿ ಉಚಿತ ಬಸ್ ಪಾಸ್ ನೀಡಿದ ಸಚಿವ ಸಾ.ರಾ.ಮಹೇಶ್ ಅವರಿಗೆ ಶಿಕ್ಷಕರ ಪರವಾಗಿ ಫೆ.9 ಶನಿವಾರ ಮಧ್ಯಾಹ್ನ 12 ಗಂಟೆಗೆ ಸನ್ಮಾನ ಕಾರ್ಯಕ್ರಮ ಏರ್ಪಡಿಸಲಾಗಿದೆ ಎಂದು ಶಿಕ್ಷಕರ ಸಂಘದ ಅಧ್ಯಕ್ಷ ಜೆ.ಎನ್.ಕುಮಾರ್ ತಿಳಿಸಿದರು. [718,1484,1078,1544]
screen-listing: ನಟಸಾರ್ವಭೌಮ (ಕ): ಬೆ.9ಕ್ಕೆ, ಸೀತಾರಾಮ ಕಲ್ಯಾಣ (ಕ): ಮ.11.05ಕ್ಕೆ, ಸಂ.6.55ಕ್ಕೆ, ಬಿಲ್ಗೇಟ್ಸ್ (ಕ): ಸಂ.4.15ಕ್ಕೆ, 9 ಸ್ಟೆಪ್ (ಇಂ): ರಾ.9.55ಕ್ಕೆ [1122,815,1444,842]
cinema-film: ಬಿಲ್ಗೇಟ್ಸ್ (ಕ) [1282,424,1327,436]
screen-number: 1 [1090,963,1118,997]
cinema-phone: (2423554) [1176,454,1230,467]
siddaganga-headline: ಮೂಗೂರಿನಲ್ಲಿ ಸಿದ್ದಗಂಗಾ ಶ್ರೀಗಳ ಪುಣ್ಯಸ್ಮರಣೆ [232,886,485,906]
divider [173,881,539,882]
cinema-film: ಅಲ್ಲಿಯೇ (ಎಂ) [1282,513,1334,525]
divider [552,1446,1078,1447]
notice-text: ಸೂಚನೆ : ಸಿನಿಮಾ ಮಂದಿರಗಳಿಂದ ಮಾಹಿತಿಯನ್ನು ಪಡೆದು ಪ್ರಕಟಿಸಲಾಗುತ್ತದೆ. ಇದರಲ್ಲಿ ಬದಲಾವಣೆಗಳು ಇದ್ದಲ್ಲಿ ಪತ್ರಿಕೆ ಜವಾಬ್ದಾರರಲ್ಲ. ಸಾರ್ವಜನಿಕರು ಸಹಕರಿಸಬೇಕಾಗಿ ಕಳಕಳಿ ಮನವಿ. [1093,1275,1440,1299]
page-header [173,150,1460,187]
cinema-name: ಒಲಂಪಿಯಾ [1097,409,1137,421]
felicitation-graphic [552,1059,878,1285]
divider [544,696,545,1654]
gathering-graphic [173,917,539,1120]
cinema-name: ಉಡ್‌ಲ್ಯಾಂಡ್ಸ್ [1097,587,1143,599]
cinema-film: ಬಜಾರ್ (ಕ) [1282,394,1325,406]
inox-screens [1090,963,1458,1104]
screen-number: 4 [1090,848,1118,867]
cinema-phone: (2497199) [1176,350,1230,363]
parvathi-headline-1: ಪ್ರಭಾರ ಪೌರಾಯುಕ್ತರಾಗಿ [559,1454,668,1471]
masthead: ಮೈಸೂರು ಮಿತ್ರ [766,156,877,182]
sports-banner-title: ಕ್ರೀಡೆ ಮತ್ತು ಮನರಂಜನೆ [1209,213,1383,239]
